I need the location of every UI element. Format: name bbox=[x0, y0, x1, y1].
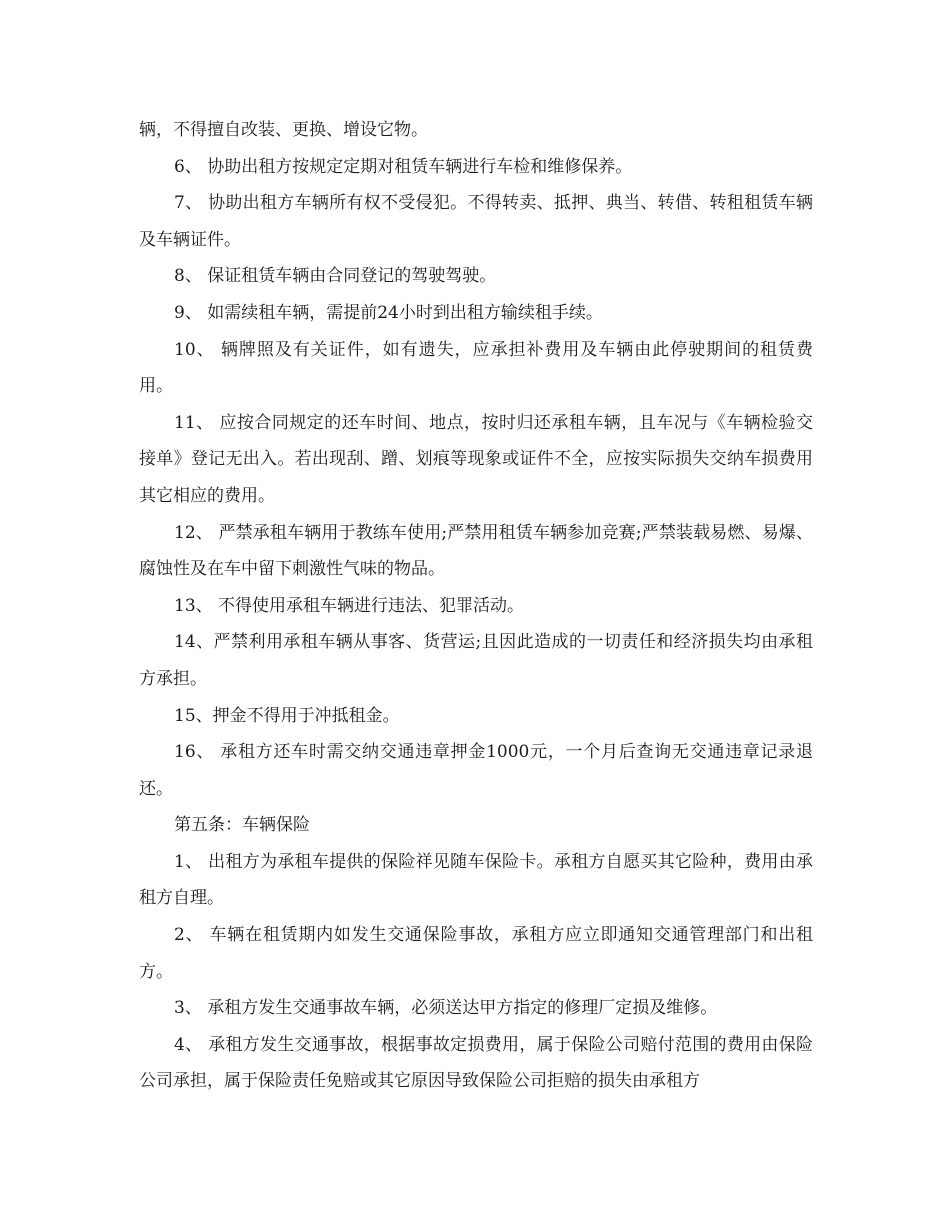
paragraph-insurance-3: 3、 承租方发生交通事故车辆，必须送达甲方指定的修理厂定损及维修。 bbox=[174, 998, 718, 1019]
paragraph-item-9: 9、 如需续租车辆，需提前24小时到出租方输续租手续。 bbox=[174, 302, 603, 323]
paragraph-insurance-1: 1、 出租方为承租车提供的保险祥见随车保险卡。承租方自愿买其它险种，费用由承租方自理。 bbox=[139, 851, 813, 909]
paragraph-item-15: 15、押金不得用于冲抵租金。 bbox=[174, 705, 400, 726]
document-body bbox=[139, 112, 813, 1100]
paragraph-item-7: 7、 协助出租方车辆所有权不受侵犯。不得转卖、抵押、典当、转借、转租租赁车辆及车辆证件。 bbox=[139, 193, 813, 250]
paragraph-item-12: 12、 严禁承租车辆用于教练车使用;严禁用租赁车辆参加竞赛;严禁装载易燃、易爆、腐蚀性及在车中留下刺激性气味的物品。 bbox=[139, 522, 813, 580]
paragraph-item-11: 11、 应按合同规定的还车时间、地点，按时归还承租车辆，且车况与《车辆检验交接单》登记无出入。若出现刮、蹭、划痕等现象或证件不全，应按实际损失交纳车损费用其它相应的费用。 bbox=[139, 412, 813, 506]
paragraph-item-16: 16、 承租方还车时需交纳交通违章押金1000元，一个月后查询无交通违章记录退还。 bbox=[139, 742, 813, 799]
paragraph-item-14: 14、严禁利用承租车辆从事客、货营运;且因此造成的一切责任和经济损失均由承租方承担。 bbox=[139, 632, 813, 689]
paragraph-item-6: 6、 协助出租方按规定定期对租赁车辆进行车检和维修保养。 bbox=[174, 156, 633, 177]
paragraph-insurance-2: 2、 车辆在租赁期内如发生交通保险事故，承租方应立即通知交通管理部门和出租方。 bbox=[139, 925, 813, 982]
paragraph-continuation: 辆，不得擅自改装、更换、增设它物。 bbox=[139, 120, 428, 140]
paragraph-item-10: 10、 辆牌照及有关证件，如有遗失，应承担补费用及车辆由此停驶期间的租赁费用。 bbox=[139, 339, 813, 397]
paragraph-item-13: 13、 不得使用承租车辆进行违法、犯罪活动。 bbox=[174, 595, 525, 616]
paragraph-insurance-4: 4、 承租方发生交通事故，根据事故定损费用，属于保险公司赔付范围的费用由保险公司承担，属于保险责任免赔或其它原因导致保险公司拒赔的损失由承租方 bbox=[139, 1034, 813, 1092]
paragraph-item-8: 8、 保证租赁车辆由合同登记的驾驶驾驶。 bbox=[174, 266, 497, 287]
section-heading-article-5: 第五条：车辆保险 bbox=[174, 815, 310, 836]
